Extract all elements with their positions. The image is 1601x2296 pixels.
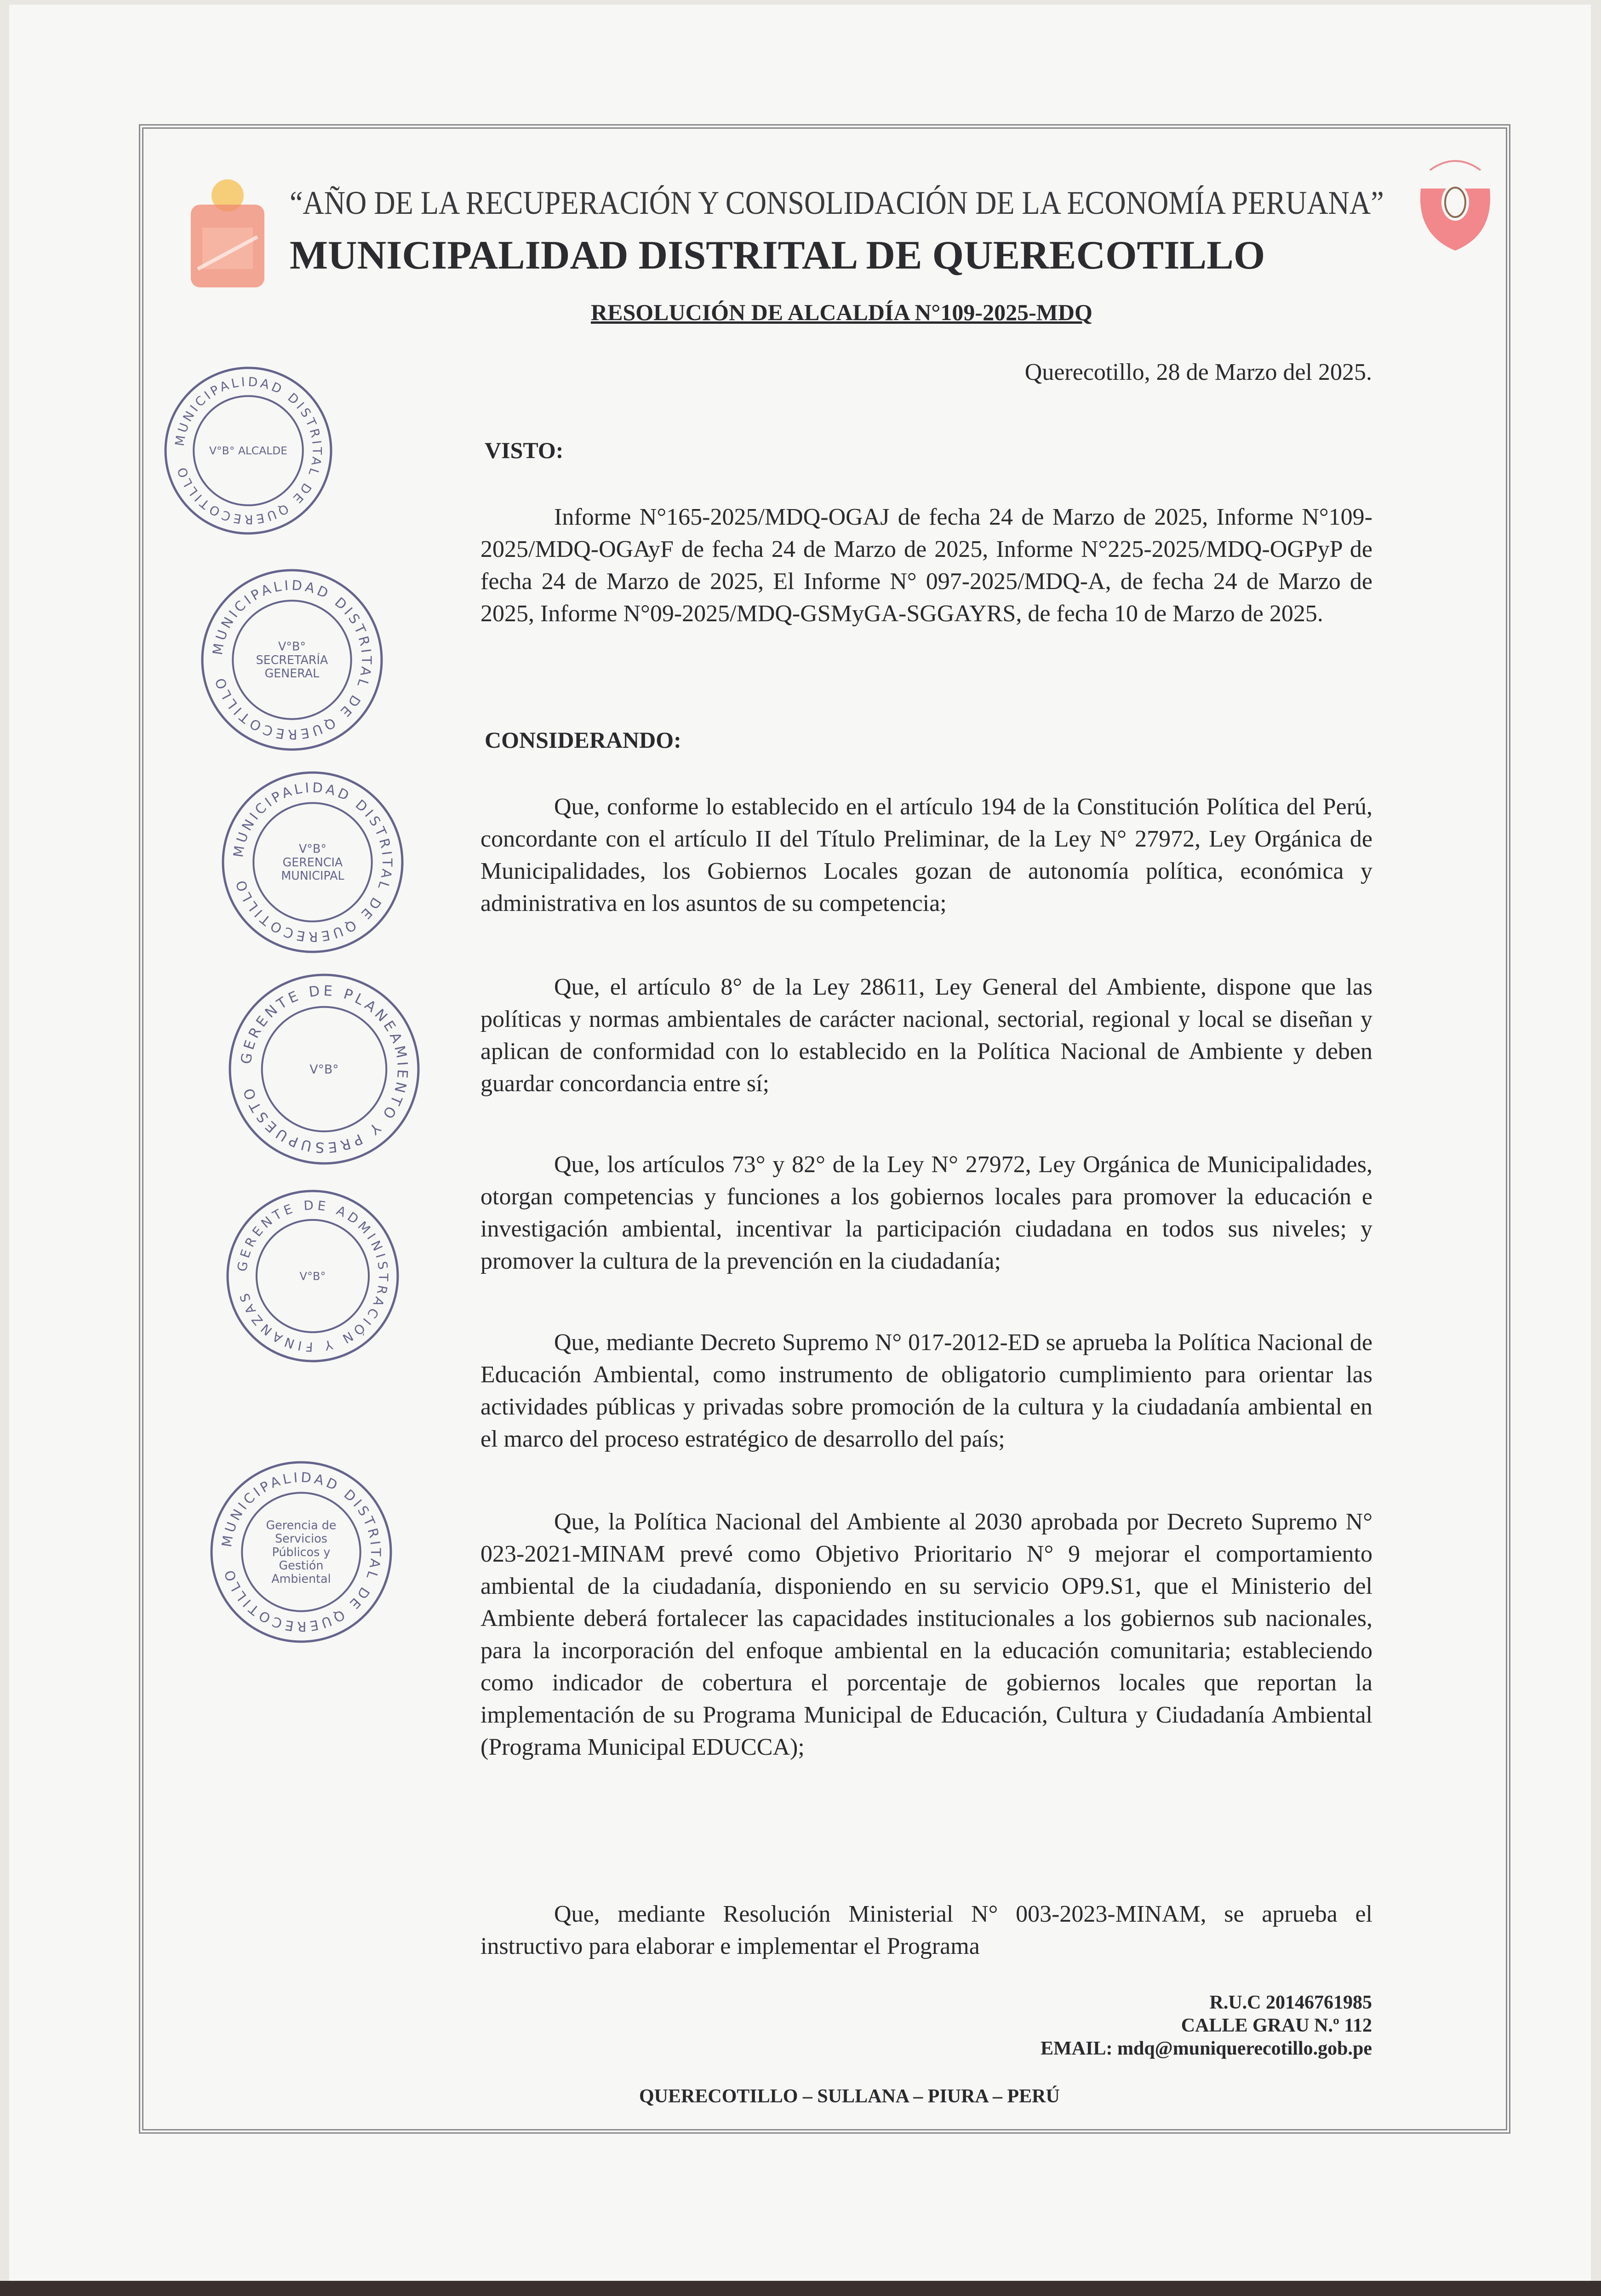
stamp-center-text: V°B° SECRETARÍA GENERAL [256,639,328,681]
email-label: EMAIL: [1041,2038,1113,2059]
stamp-ring-text: GERENTE DE ADMINISTRACIÓN Y FINANZAS [234,1197,391,1355]
footer-contact [1041,1991,1372,2060]
motto: “AÑO DE LA RECUPERACIÓN Y CONSOLIDACIÓN DE LA ECONOMÍA PERUANA” [290,184,1384,221]
ruc: R.U.C 20146761985 [1209,1992,1372,2013]
resolution-number: RESOLUCIÓN DE ALCALDÍA N°109-2025-MDQ [591,299,1092,325]
municipal-logo [184,177,271,292]
email-link[interactable]: mdq@muniquerecotillo.gob.pe [1117,2038,1372,2059]
peru-coat-of-arms-icon [1412,152,1499,258]
stamp-center-text: V°B° ALCALDE [209,444,288,458]
stamp-center-text: V°B° GERENCIA MUNICIPAL [281,842,344,883]
stamp-ring-text: MUNICIPALIDAD DISTRITAL DE QUERECOTILLO [218,1469,384,1635]
approval-stamp [198,566,386,754]
stamp-center-text: Gerencia de Servicios Públicos y Gestión Ambiental [266,1518,337,1586]
address: CALLE GRAU N.º 112 [1181,2015,1372,2036]
approval-stamp [218,768,407,956]
considerando-paragraph-2: Que, el artículo 8° de la Ley 28611, Ley General del Ambiente, dispone que las políticas y normas ambientales de carácter nacional, sectorial, regional y local se diseñan y aplican de conformidad con lo establecido en la Política Nacional de Ambiente y deben guardar concordancia entre sí; [480,974,1372,1097]
visto-paragraph: Informe N°165-2025/MDQ-OGAJ de fecha 24 de Marzo de 2025, Informe N°109-2025/MDQ-OGAyF de fecha 24 de Marzo de 2025, Informe N°225-2025/MDQ-OGPyP de fecha 24 de Marzo de 2025, El Informe N° 097-2025/MDQ-A, de fecha 24 de Marzo de 2025, Informe N°09-2025/MDQ-GSMyGA-SGGAYRS, de fecha 10 de Marzo de 2025. [480,504,1372,627]
considerando-paragraph-1: Que, conforme lo establecido en el artículo 194 de la Constitución Política del Perú, concordante con el artículo II del Título Preliminar, de la Ley N° 27972, Ley Orgánica de Municipalidades, los Gobiernos Locales gozan de autonomía política, económica y administrativa en los asuntos de su competencia; [480,794,1372,916]
considerando-paragraph-3: Que, los artículos 73° y 82° de la Ley N° 27972, Ley Orgánica de Municipalidades, otorgan competencias y funciones a los gobiernos locales para promover la educación e investigación ambiental, incentivar la participación ciudadana en todos sus niveles; y promover la cultura de la prevención en la ciudadanía; [480,1151,1372,1274]
considerando-heading: CONSIDERANDO: [485,727,681,753]
stamp-ring-text: MUNICIPALIDAD DISTRITAL DE QUERECOTILLO [172,375,324,527]
visto-heading: VISTO: [485,437,564,463]
approval-stamp [225,970,423,1168]
stamp-center-text: V°B° [299,1270,326,1283]
approval-stamp [207,1458,395,1646]
stamp-ring-text: MUNICIPALIDAD DISTRITAL DE QUERECOTILLO [230,779,395,945]
approval-stamp [223,1186,402,1366]
considerando-paragraph-4: Que, mediante Decreto Supremo N° 017-2012-ED se aprueba la Política Nacional de Educación Ambiental, como instrumento de obligatorio cumplimiento para orientar las actividades públicas y privadas sobre promoción de la cultura y la ciudadanía ambiental en el marco del proceso estratégico de desarrollo del país; [480,1329,1372,1452]
institution-name: MUNICIPALIDAD DISTRITAL DE QUERECOTILLO [290,233,1265,278]
document-date: Querecotillo, 28 de Marzo del 2025. [1024,359,1372,385]
considerando-paragraph-6: Que, mediante Resolución Ministerial N° 003-2023-MINAM, se aprueba el instructivo para elaborar e implementar el Programa [480,1901,1372,1959]
approval-stamp [161,363,336,538]
considerando-paragraph-5: Que, la Política Nacional del Ambiente al 2030 aprobada por Decreto Supremo N° 023-2021-MINAM prevé como Objetivo Prioritario N° 9 mejorar el comportamiento ambiental de la ciudadanía, disponiendo en su servicio OP9.S1, que el Ministerio del Ambiente deberá fortalecer las capacidades institucionales a los gobiernos sub nacionales, para la incorporación del enfoque ambiental en la educación comunitaria; estableciendo como indicador de cobertura el porcentaje de gobiernos locales que reportan la implementación de su Programa Municipal de Educación, Cultura y Ciudadanía Ambiental (Programa Municipal EDUCCA); [480,1509,1372,1760]
scan-edge [0,2281,1601,2296]
stamp-ring-text: GERENTE DE PLANEAMIENTO Y PRESUPUESTO [238,982,411,1156]
stamp-ring-text: MUNICIPALIDAD DISTRITAL DE QUERECOTILLO [209,577,375,743]
stamp-center-text: V°B° [309,1062,339,1077]
footer-location: QUERECOTILLO – SULLANA – PIURA – PERÚ [639,2086,1060,2107]
